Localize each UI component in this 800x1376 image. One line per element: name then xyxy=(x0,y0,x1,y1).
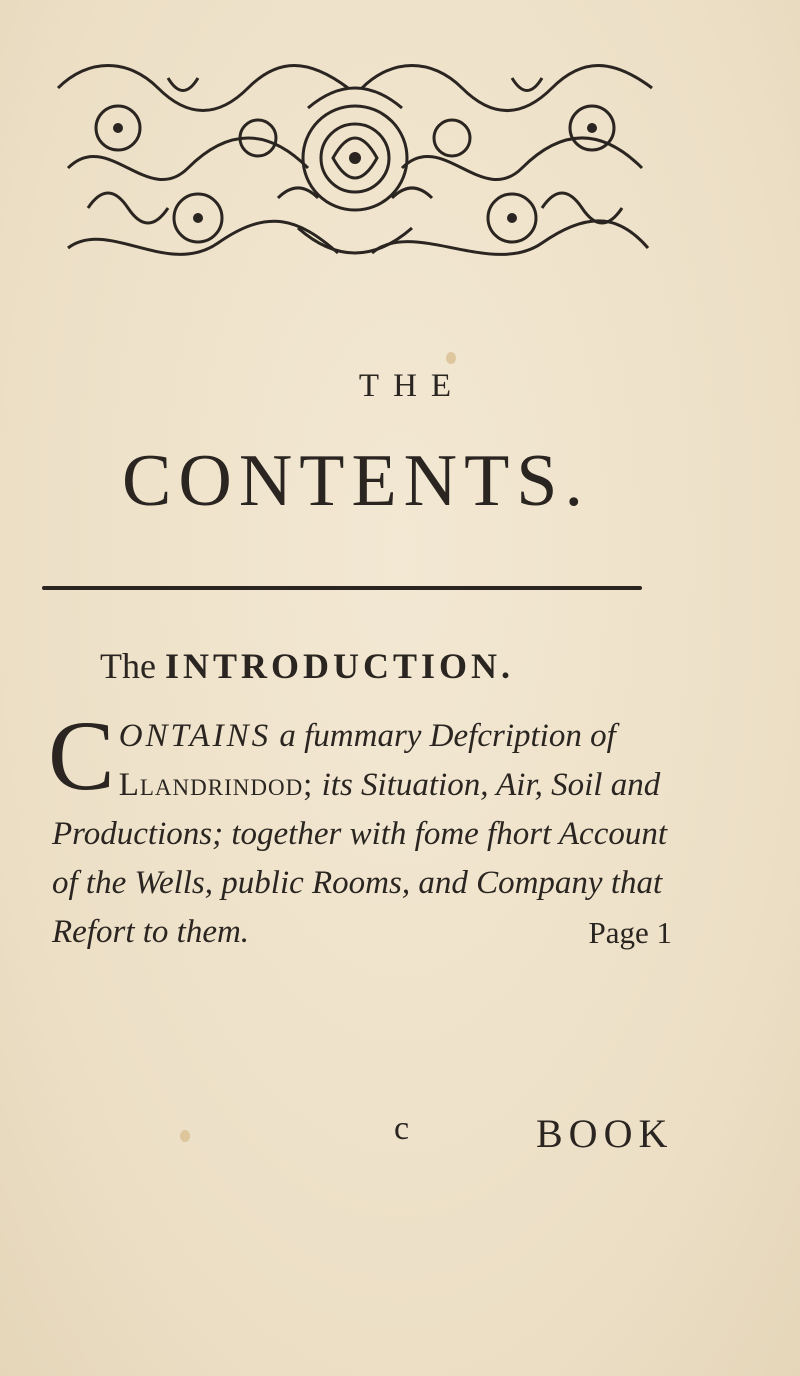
divider-rule xyxy=(42,586,642,590)
entry-caps: ONTAINS xyxy=(118,718,272,754)
drop-cap: C xyxy=(48,700,115,811)
catchword: BOOK xyxy=(536,1111,674,1156)
heading-contents: CONTENTS. xyxy=(122,440,590,522)
page-reference: Page 1 xyxy=(588,915,672,950)
entry-line1: a fummary Defcription of xyxy=(279,718,616,754)
heading-the: THE xyxy=(358,368,466,404)
section-title xyxy=(100,648,700,684)
entry-place: Llandrindod; xyxy=(118,767,314,803)
signature-mark: c xyxy=(394,1110,410,1147)
floral-headpiece-ornament xyxy=(48,48,662,284)
section-prefix: The xyxy=(100,646,156,686)
contents-entry xyxy=(48,700,672,957)
paper-speck xyxy=(180,1130,190,1142)
entry-text: its Situation, Air, Soil and Productions; together with fome fhort Account of the Wells, public Rooms, and Company that Refort to them. xyxy=(52,767,668,950)
section-name: INTRODUCTION. xyxy=(164,646,515,686)
paper-speck xyxy=(446,352,456,364)
